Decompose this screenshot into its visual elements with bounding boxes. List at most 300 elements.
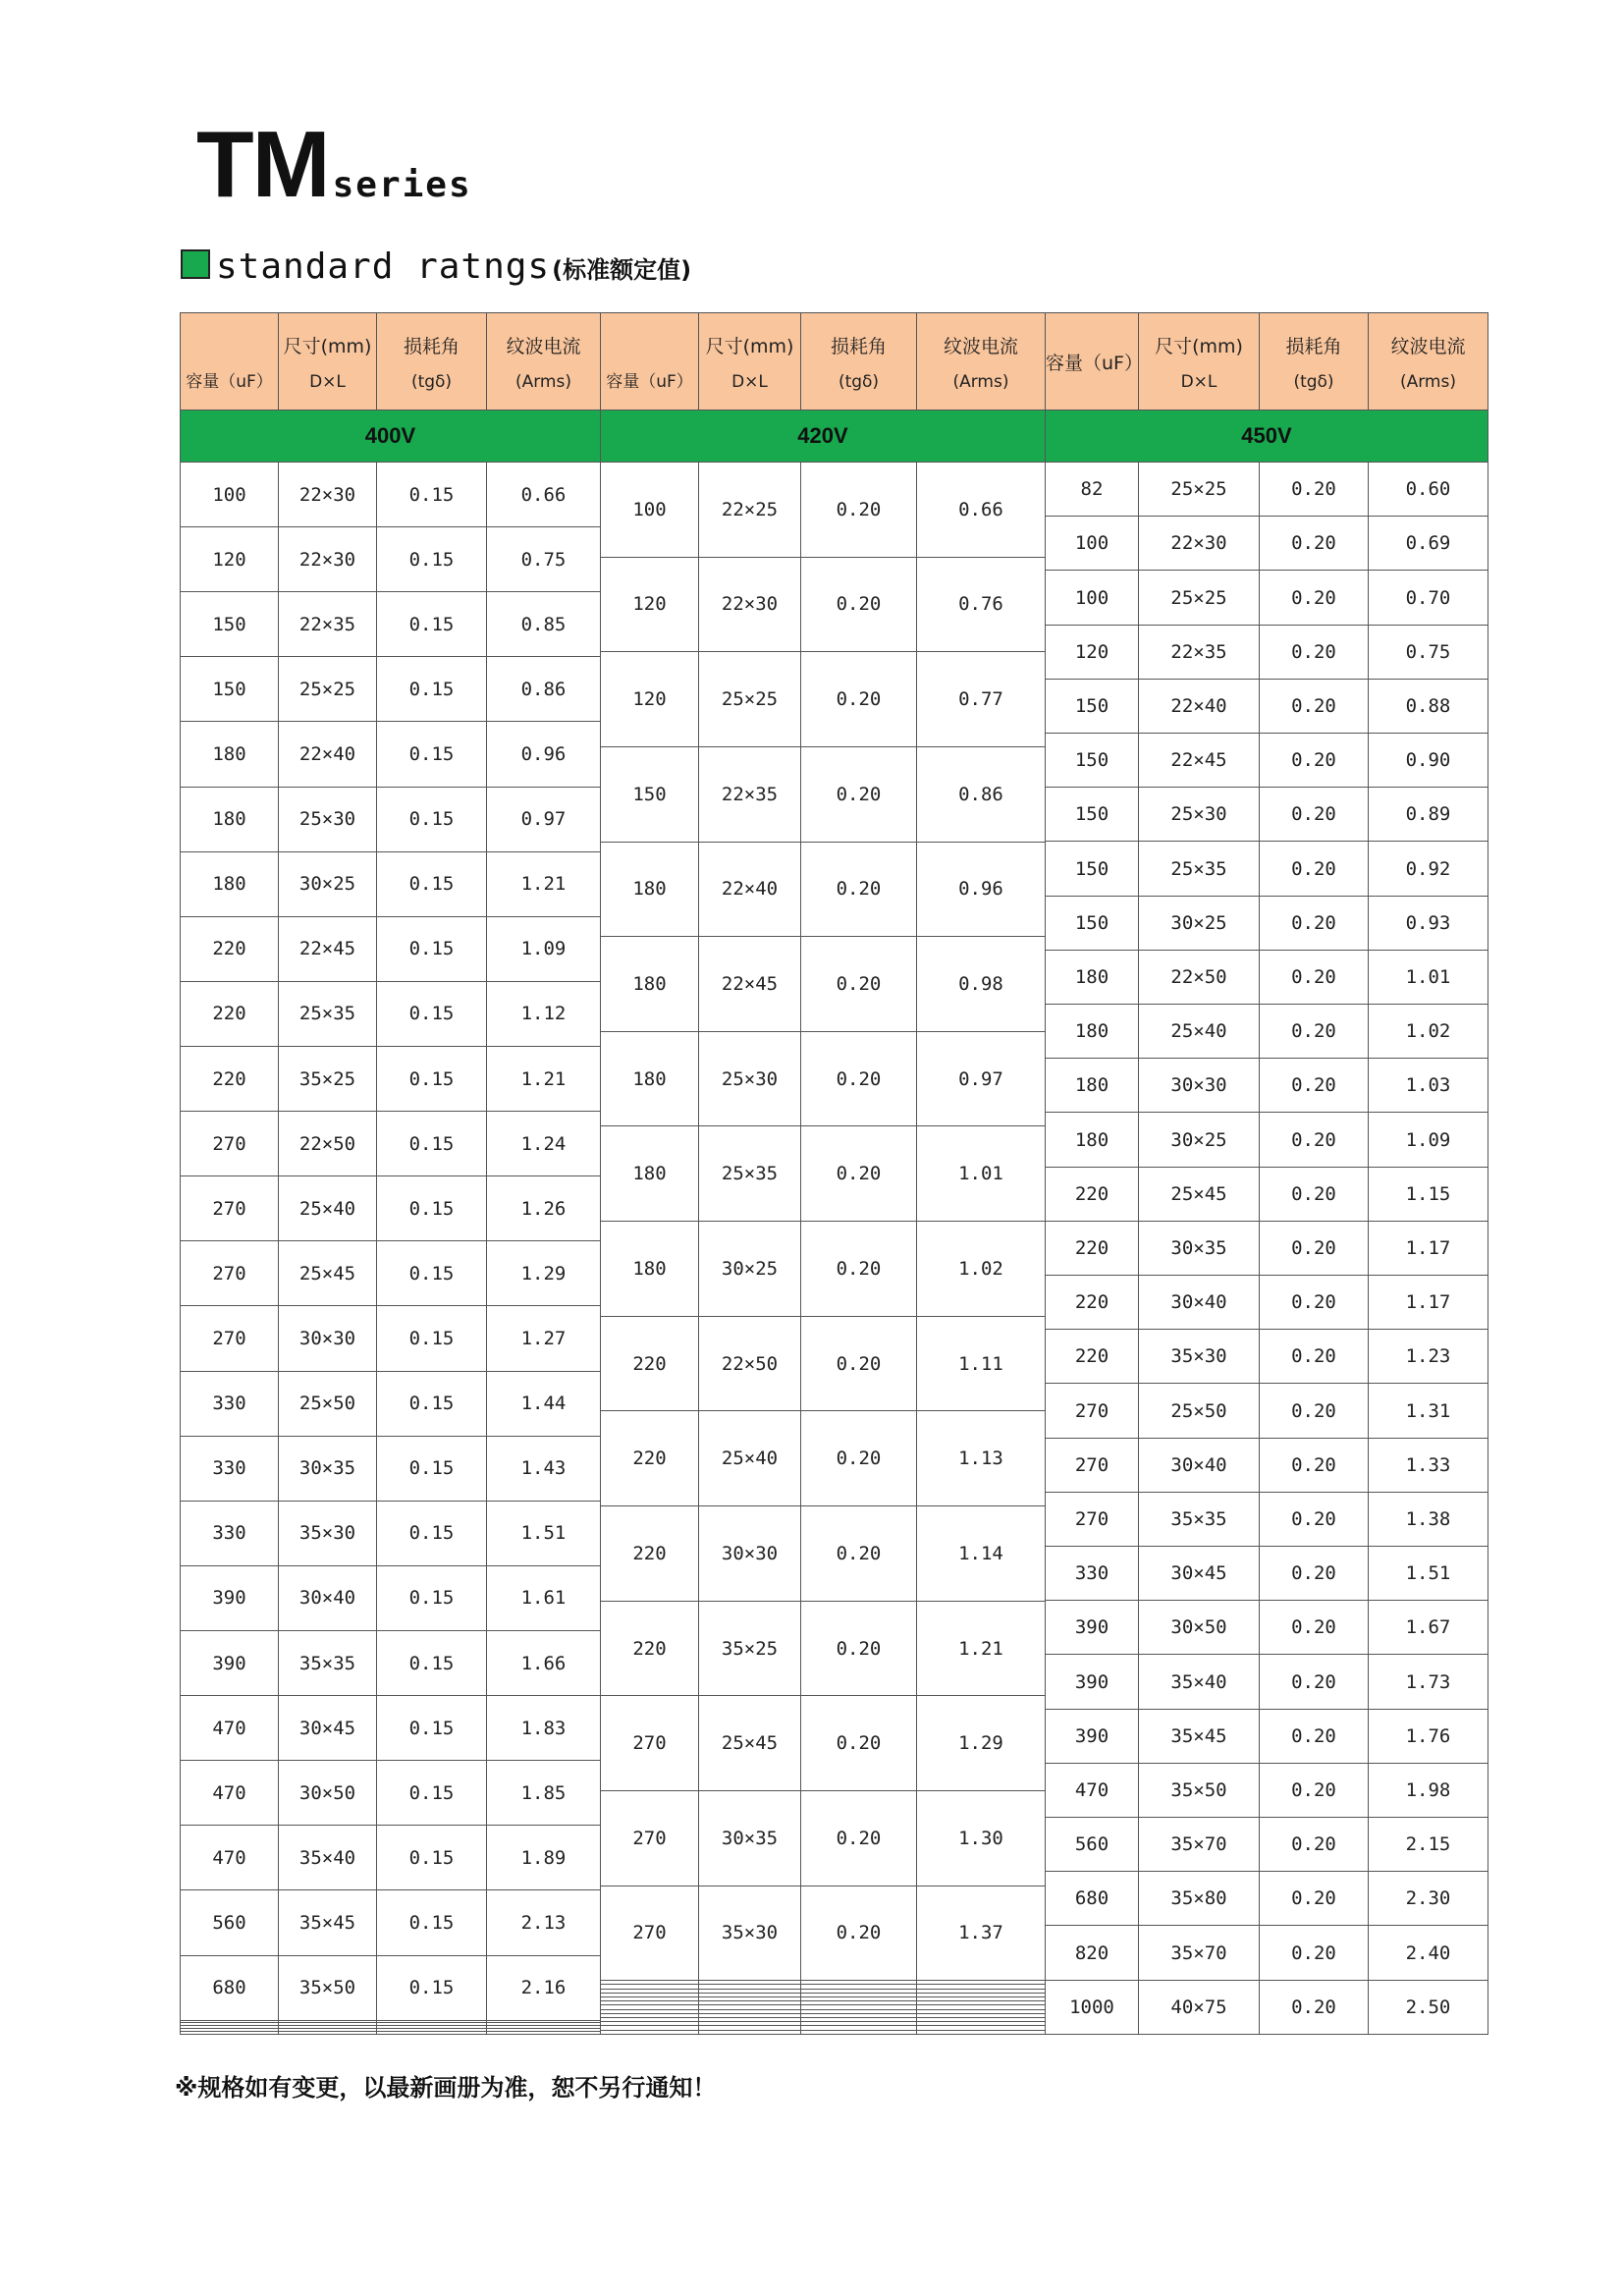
ripple-cell: 1.21 — [487, 851, 601, 916]
size-cell: 25×45 — [1139, 1167, 1260, 1221]
tan-delta-cell: 0.15 — [377, 527, 487, 592]
size-cell: 25×35 — [699, 1126, 801, 1222]
tan-delta-cell: 0.20 — [1260, 842, 1369, 896]
capacity-cell: 330 — [181, 1436, 279, 1501]
ripple-cell: 2.50 — [1369, 1980, 1488, 2034]
ripple-cell: 1.24 — [487, 1112, 601, 1176]
ripple-cell: 1.38 — [1369, 1492, 1488, 1546]
capacity-cell: 390 — [1046, 1601, 1139, 1655]
table-row — [181, 657, 601, 722]
ripple-cell: 1.23 — [1369, 1330, 1488, 1384]
table-row — [181, 722, 601, 787]
capacity-cell: 220 — [1046, 1330, 1139, 1384]
size-cell: 35×70 — [1139, 1926, 1260, 1980]
tan-delta-cell: 0.15 — [377, 1176, 487, 1241]
size-cell: 25×50 — [1139, 1384, 1260, 1438]
tan-delta-cell: 0.15 — [377, 787, 487, 851]
tan-delta-cell: 0.15 — [377, 1241, 487, 1306]
size-cell: 22×40 — [1139, 679, 1260, 733]
table-row — [181, 1112, 601, 1176]
ripple-cell: 1.21 — [487, 1046, 601, 1111]
ripple-cell: 0.60 — [1369, 463, 1488, 517]
voltage-label: 400V — [181, 410, 601, 463]
tan-delta-cell: 0.15 — [377, 1826, 487, 1890]
size-cell: 22×40 — [699, 842, 801, 937]
size-cell: 30×35 — [699, 1790, 801, 1886]
table-row — [601, 557, 1046, 652]
header-tan-delta — [801, 313, 917, 410]
header-row — [181, 313, 601, 410]
voltage-label: 450V — [1046, 410, 1488, 463]
header-tan-unit: (tgδ) — [1293, 371, 1334, 392]
voltage-group-450v — [1045, 312, 1488, 2035]
header-row — [601, 313, 1046, 410]
capacity-cell: 220 — [181, 916, 279, 981]
size-cell: 35×45 — [1139, 1709, 1260, 1763]
table-row — [1046, 734, 1488, 788]
header-size-unit: D×L — [309, 371, 346, 392]
capacity-cell: 150 — [181, 657, 279, 722]
size-cell: 22×40 — [279, 722, 377, 787]
ripple-cell: 0.92 — [1369, 842, 1488, 896]
capacity-cell: 470 — [1046, 1763, 1139, 1817]
ripple-cell: 1.12 — [487, 981, 601, 1046]
ripple-cell: 1.33 — [1369, 1438, 1488, 1492]
table-row — [181, 1630, 601, 1695]
header-tan-label: 损耗角 — [403, 335, 460, 357]
capacity-cell: 680 — [1046, 1872, 1139, 1926]
size-cell: 22×30 — [1139, 517, 1260, 571]
voltage-group-420v — [600, 312, 1045, 2035]
header-tan-label: 损耗角 — [1285, 335, 1342, 357]
ripple-cell: 1.44 — [487, 1371, 601, 1436]
tan-delta-cell: 0.15 — [377, 1306, 487, 1371]
tan-delta-cell: 0.20 — [1260, 1005, 1369, 1059]
tan-delta-cell: 0.20 — [801, 1411, 917, 1506]
size-cell: 22×30 — [279, 463, 377, 527]
capacity-cell: 270 — [181, 1306, 279, 1371]
capacity-cell: 270 — [1046, 1438, 1139, 1492]
ripple-cell: 0.93 — [1369, 896, 1488, 950]
ripple-cell: 1.21 — [917, 1601, 1046, 1696]
ripple-cell: 1.51 — [1369, 1547, 1488, 1601]
size-cell: 35×40 — [1139, 1655, 1260, 1709]
size-cell: 25×30 — [279, 787, 377, 851]
tan-delta-cell: 0.15 — [377, 722, 487, 787]
tan-delta-cell: 0.20 — [1260, 1276, 1369, 1330]
table-row — [181, 2032, 601, 2035]
tan-delta-cell: 0.15 — [377, 1761, 487, 1826]
empty-cell — [601, 2030, 699, 2035]
ripple-cell: 0.76 — [917, 557, 1046, 652]
size-cell: 35×25 — [279, 1046, 377, 1111]
table-row — [181, 1565, 601, 1630]
ripple-cell: 0.85 — [487, 592, 601, 657]
table-row — [1046, 1438, 1488, 1492]
table-row — [1046, 1113, 1488, 1167]
header-row — [1046, 313, 1488, 410]
tan-delta-cell: 0.20 — [801, 842, 917, 937]
table-row — [601, 2030, 1046, 2035]
ripple-cell: 1.67 — [1369, 1601, 1488, 1655]
ripple-cell: 1.03 — [1369, 1059, 1488, 1113]
ripple-cell: 1.83 — [487, 1696, 601, 1761]
ripple-cell: 1.09 — [1369, 1113, 1488, 1167]
ripple-cell: 1.17 — [1369, 1276, 1488, 1330]
table-row — [1046, 1059, 1488, 1113]
ripple-cell: 1.17 — [1369, 1221, 1488, 1275]
capacity-cell: 220 — [1046, 1276, 1139, 1330]
table-row — [181, 1696, 601, 1761]
tan-delta-cell: 0.20 — [1260, 1492, 1369, 1546]
tan-delta-cell: 0.15 — [377, 1112, 487, 1176]
size-cell: 22×50 — [699, 1316, 801, 1411]
ripple-cell: 1.15 — [1369, 1167, 1488, 1221]
table-row — [181, 981, 601, 1046]
series-suffix: series — [332, 165, 472, 205]
capacity-cell: 680 — [181, 1955, 279, 2020]
header-tan-delta — [377, 313, 487, 410]
ripple-cell: 1.27 — [487, 1306, 601, 1371]
capacity-cell: 270 — [1046, 1384, 1139, 1438]
tan-delta-cell: 0.20 — [801, 1790, 917, 1886]
table-row — [1046, 1655, 1488, 1709]
size-cell: 35×25 — [699, 1601, 801, 1696]
tan-delta-cell: 0.15 — [377, 1371, 487, 1436]
tan-delta-cell: 0.15 — [377, 1046, 487, 1111]
capacity-cell: 560 — [181, 1890, 279, 1955]
header-tan-unit: (tgδ) — [838, 371, 880, 392]
tan-delta-cell: 0.20 — [801, 1031, 917, 1126]
ripple-cell: 0.86 — [917, 746, 1046, 842]
tan-delta-cell: 0.20 — [801, 1696, 917, 1791]
ripple-cell: 1.29 — [487, 1241, 601, 1306]
header-size-label: 尺寸(mm) — [705, 335, 794, 357]
header-size — [699, 313, 801, 410]
header-ripple-unit: (Arms) — [1399, 371, 1456, 392]
table-row — [1046, 896, 1488, 950]
size-cell: 25×50 — [279, 1371, 377, 1436]
tan-delta-cell: 0.20 — [801, 1316, 917, 1411]
capacity-cell: 270 — [1046, 1492, 1139, 1546]
ripple-cell: 0.90 — [1369, 734, 1488, 788]
table-row — [1046, 1926, 1488, 1980]
tan-delta-cell: 0.20 — [801, 746, 917, 842]
tan-delta-cell: 0.20 — [1260, 1818, 1369, 1872]
table-row — [601, 652, 1046, 747]
table-row — [1046, 679, 1488, 733]
tan-delta-cell: 0.15 — [377, 463, 487, 527]
tan-delta-cell: 0.20 — [1260, 1872, 1369, 1926]
table-row — [181, 527, 601, 592]
capacity-cell: 180 — [181, 722, 279, 787]
capacity-cell: 180 — [601, 1222, 699, 1317]
tan-delta-cell: 0.20 — [1260, 679, 1369, 733]
tan-delta-cell: 0.20 — [1260, 1926, 1369, 1980]
ripple-cell: 0.96 — [917, 842, 1046, 937]
capacity-cell: 270 — [181, 1241, 279, 1306]
table-row — [181, 1826, 601, 1890]
ripple-cell: 1.76 — [1369, 1709, 1488, 1763]
capacity-cell: 100 — [601, 463, 699, 558]
size-cell: 25×30 — [699, 1031, 801, 1126]
capacity-cell: 150 — [601, 746, 699, 842]
tan-delta-cell: 0.20 — [1260, 1330, 1369, 1384]
empty-cell — [377, 2032, 487, 2035]
capacity-cell: 560 — [1046, 1818, 1139, 1872]
size-cell: 25×25 — [699, 652, 801, 747]
capacity-cell: 100 — [1046, 517, 1139, 571]
size-cell: 30×45 — [1139, 1547, 1260, 1601]
ripple-cell: 0.96 — [487, 722, 601, 787]
capacity-cell: 470 — [181, 1826, 279, 1890]
tan-delta-cell: 0.15 — [377, 1955, 487, 2020]
capacity-cell: 120 — [1046, 625, 1139, 679]
size-cell: 22×35 — [279, 592, 377, 657]
size-cell: 25×45 — [279, 1241, 377, 1306]
table-row — [181, 1176, 601, 1241]
capacity-cell: 150 — [1046, 734, 1139, 788]
size-cell: 25×35 — [1139, 842, 1260, 896]
tan-delta-cell: 0.15 — [377, 592, 487, 657]
table-row — [1046, 1709, 1488, 1763]
tan-delta-cell: 0.15 — [377, 1501, 487, 1565]
size-cell: 30×25 — [1139, 896, 1260, 950]
capacity-cell: 180 — [1046, 1059, 1139, 1113]
tan-delta-cell: 0.15 — [377, 851, 487, 916]
tan-delta-cell: 0.15 — [377, 1565, 487, 1630]
tan-delta-cell: 0.20 — [801, 1506, 917, 1602]
empty-cell — [917, 2030, 1046, 2035]
header-ripple — [1369, 313, 1488, 410]
table-row — [601, 746, 1046, 842]
capacity-cell: 180 — [1046, 1005, 1139, 1059]
section-label: standard ratngs — [216, 246, 551, 287]
size-cell: 25×45 — [699, 1696, 801, 1791]
ripple-cell: 0.69 — [1369, 517, 1488, 571]
size-cell: 40×75 — [1139, 1980, 1260, 2034]
ripple-cell: 1.73 — [1369, 1655, 1488, 1709]
ripple-cell: 1.26 — [487, 1176, 601, 1241]
header-size-label: 尺寸(mm) — [283, 335, 372, 357]
header-size-unit: D×L — [731, 371, 768, 392]
size-cell: 22×45 — [1139, 734, 1260, 788]
tan-delta-cell: 0.20 — [1260, 950, 1369, 1004]
table-row — [1046, 788, 1488, 842]
capacity-cell: 330 — [181, 1371, 279, 1436]
capacity-cell: 270 — [601, 1886, 699, 1981]
size-cell: 22×25 — [699, 463, 801, 558]
capacity-cell: 150 — [1046, 788, 1139, 842]
table-row — [181, 592, 601, 657]
tan-delta-cell: 0.15 — [377, 1436, 487, 1501]
tan-delta-cell: 0.20 — [1260, 1059, 1369, 1113]
tan-delta-cell: 0.20 — [801, 937, 917, 1032]
ripple-cell: 1.09 — [487, 916, 601, 981]
table-row — [1046, 842, 1488, 896]
table-row — [601, 842, 1046, 937]
tan-delta-cell: 0.20 — [1260, 517, 1369, 571]
table-row — [1046, 1763, 1488, 1817]
size-cell: 30×25 — [699, 1222, 801, 1317]
table-row — [601, 1886, 1046, 1981]
tan-delta-cell: 0.20 — [1260, 896, 1369, 950]
tan-delta-cell: 0.20 — [1260, 625, 1369, 679]
header-ripple-unit: (Arms) — [514, 371, 571, 392]
header-capacity — [1046, 313, 1143, 410]
capacity-cell: 120 — [181, 527, 279, 592]
tan-delta-cell: 0.20 — [1260, 1980, 1369, 2034]
tan-delta-cell: 0.20 — [801, 1601, 917, 1696]
capacity-cell: 220 — [181, 1046, 279, 1111]
size-cell: 30×45 — [279, 1696, 377, 1761]
table-row — [181, 1306, 601, 1371]
size-cell: 22×30 — [699, 557, 801, 652]
size-cell: 25×25 — [1139, 571, 1260, 625]
ripple-cell: 1.11 — [917, 1316, 1046, 1411]
capacity-cell: 270 — [181, 1176, 279, 1241]
size-cell: 30×35 — [279, 1436, 377, 1501]
table-row — [601, 1222, 1046, 1317]
ripple-cell: 1.30 — [917, 1790, 1046, 1886]
tan-delta-cell: 0.15 — [377, 657, 487, 722]
table-row — [1046, 1547, 1488, 1601]
tan-delta-cell: 0.20 — [801, 652, 917, 747]
ripple-cell: 0.66 — [917, 463, 1046, 558]
size-cell: 30×25 — [279, 851, 377, 916]
tan-delta-cell: 0.20 — [1260, 463, 1369, 517]
tan-delta-cell: 0.20 — [1260, 1547, 1369, 1601]
size-cell: 30×30 — [279, 1306, 377, 1371]
capacity-cell: 100 — [1046, 571, 1139, 625]
capacity-cell: 330 — [181, 1501, 279, 1565]
size-cell: 22×35 — [699, 746, 801, 842]
empty-cell — [801, 2030, 917, 2035]
capacity-cell: 180 — [1046, 950, 1139, 1004]
tan-delta-cell: 0.15 — [377, 981, 487, 1046]
table-row — [181, 787, 601, 851]
ripple-cell: 0.86 — [487, 657, 601, 722]
capacity-cell: 330 — [1046, 1547, 1139, 1601]
tan-delta-cell: 0.20 — [1260, 734, 1369, 788]
ripple-cell: 0.88 — [1369, 679, 1488, 733]
tan-delta-cell: 0.20 — [1260, 788, 1369, 842]
tan-delta-cell: 0.20 — [801, 1222, 917, 1317]
ripple-cell: 1.01 — [1369, 950, 1488, 1004]
size-cell: 30×35 — [1139, 1221, 1260, 1275]
ripple-cell: 1.14 — [917, 1506, 1046, 1602]
tan-delta-cell: 0.15 — [377, 1630, 487, 1695]
ripple-cell: 1.51 — [487, 1501, 601, 1565]
table-row — [1046, 517, 1488, 571]
ripple-cell: 2.40 — [1369, 1926, 1488, 1980]
capacity-cell: 220 — [601, 1316, 699, 1411]
size-cell: 25×30 — [1139, 788, 1260, 842]
size-cell: 35×35 — [1139, 1492, 1260, 1546]
table-row — [601, 1126, 1046, 1222]
capacity-cell: 180 — [601, 1031, 699, 1126]
size-cell: 35×40 — [279, 1826, 377, 1890]
section-label-cn: (标准额定值) — [552, 256, 692, 285]
size-cell: 22×45 — [279, 916, 377, 981]
ripple-cell: 1.66 — [487, 1630, 601, 1695]
table-row — [1046, 1005, 1488, 1059]
ripple-cell: 0.75 — [487, 527, 601, 592]
ripple-cell: 0.97 — [917, 1031, 1046, 1126]
header-size — [1139, 313, 1260, 410]
table-row — [181, 1436, 601, 1501]
ripple-cell: 0.77 — [917, 652, 1046, 747]
ripple-cell: 0.89 — [1369, 788, 1488, 842]
size-cell: 35×30 — [1139, 1330, 1260, 1384]
header-capacity-label: 容量（uF） — [606, 371, 693, 392]
table-row — [1046, 1872, 1488, 1926]
size-cell: 35×80 — [1139, 1872, 1260, 1926]
capacity-cell: 150 — [1046, 679, 1139, 733]
size-cell: 30×40 — [279, 1565, 377, 1630]
capacity-cell: 270 — [181, 1112, 279, 1176]
header-capacity-label: 容量（uF） — [1046, 352, 1143, 374]
table-row — [1046, 1980, 1488, 2034]
green-square-icon — [181, 249, 210, 279]
table-row — [601, 937, 1046, 1032]
table-row — [181, 1241, 601, 1306]
size-cell: 25×40 — [279, 1176, 377, 1241]
table-row — [181, 463, 601, 527]
table-row — [181, 1890, 601, 1955]
ripple-cell: 1.43 — [487, 1436, 601, 1501]
voltage-group-400v — [180, 312, 600, 2035]
table-row — [181, 1761, 601, 1826]
tan-delta-cell: 0.20 — [1260, 1438, 1369, 1492]
capacity-cell: 390 — [181, 1630, 279, 1695]
size-cell: 35×45 — [279, 1890, 377, 1955]
ripple-cell: 0.70 — [1369, 571, 1488, 625]
header-tan-label: 损耗角 — [830, 335, 887, 357]
header-capacity — [181, 313, 279, 410]
size-cell: 30×30 — [699, 1506, 801, 1602]
series-title — [196, 112, 472, 217]
ripple-cell: 0.98 — [917, 937, 1046, 1032]
header-tan-unit: (tgδ) — [410, 371, 453, 392]
table-row — [1046, 625, 1488, 679]
tan-delta-cell: 0.20 — [1260, 1384, 1369, 1438]
header-ripple-unit: (Arms) — [952, 371, 1009, 392]
table-row — [601, 1696, 1046, 1791]
tan-delta-cell: 0.20 — [1260, 1167, 1369, 1221]
tan-delta-cell: 0.20 — [801, 557, 917, 652]
ripple-cell: 0.97 — [487, 787, 601, 851]
capacity-cell: 220 — [181, 981, 279, 1046]
table-row — [181, 1046, 601, 1111]
ripple-cell: 0.75 — [1369, 625, 1488, 679]
table-row — [601, 1316, 1046, 1411]
ripple-cell: 2.13 — [487, 1890, 601, 1955]
capacity-cell: 180 — [601, 1126, 699, 1222]
capacity-cell: 180 — [601, 842, 699, 937]
capacity-cell: 270 — [601, 1696, 699, 1791]
size-cell: 22×50 — [1139, 950, 1260, 1004]
size-cell: 35×30 — [279, 1501, 377, 1565]
tan-delta-cell: 0.20 — [1260, 1709, 1369, 1763]
capacity-cell: 220 — [601, 1601, 699, 1696]
size-cell: 22×35 — [1139, 625, 1260, 679]
size-cell: 22×50 — [279, 1112, 377, 1176]
capacity-cell: 270 — [601, 1790, 699, 1886]
voltage-label: 420V — [601, 410, 1046, 463]
ripple-cell: 1.01 — [917, 1126, 1046, 1222]
empty-cell — [279, 2032, 377, 2035]
